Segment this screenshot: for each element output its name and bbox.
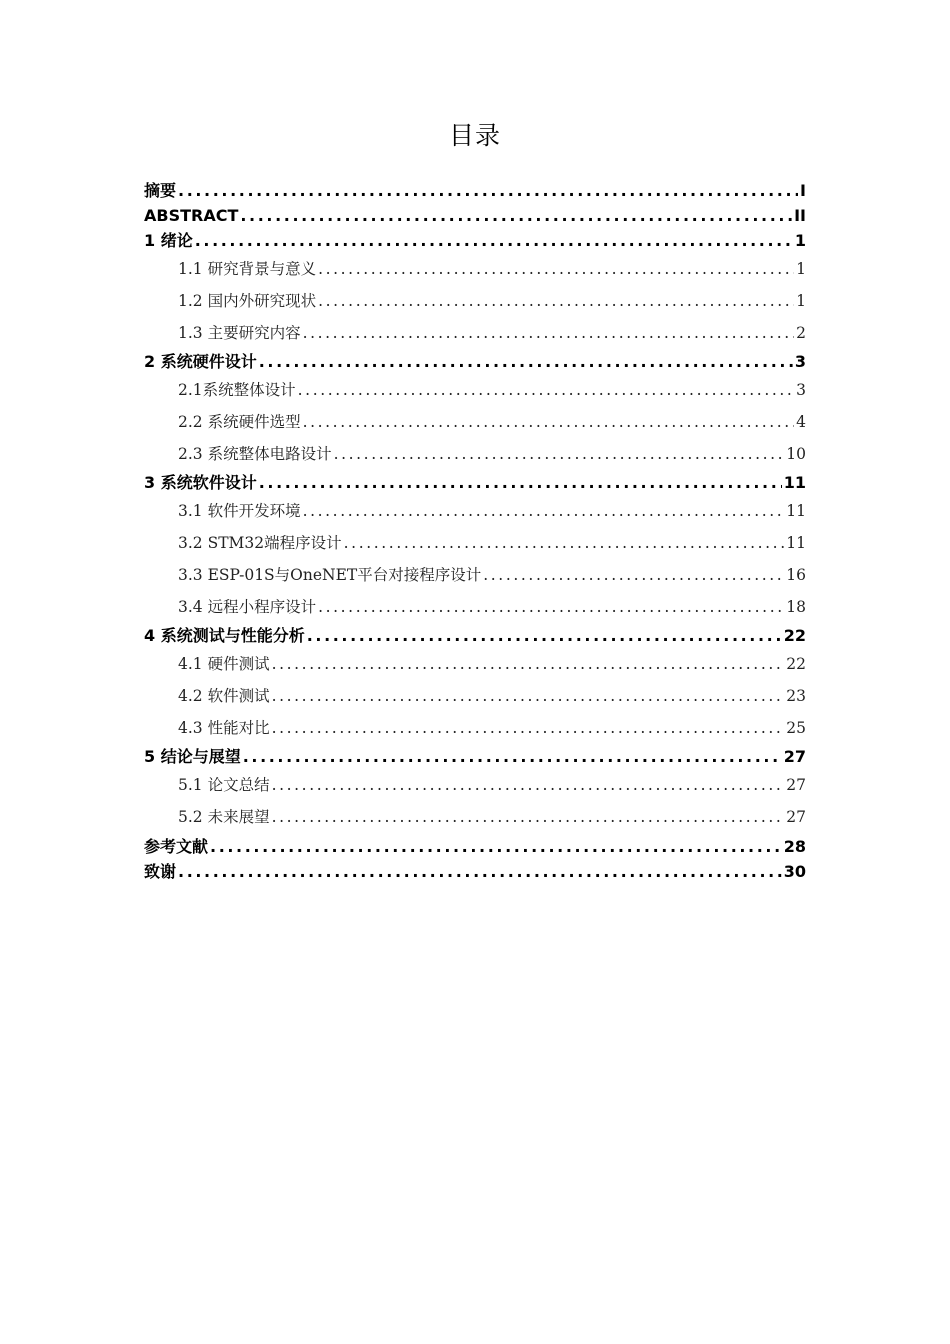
toc-entry-page-number: 1: [796, 292, 806, 310]
toc-entry-page-number: 22: [783, 626, 806, 646]
toc-entry-label: 5 结论与展望: [144, 744, 241, 769]
toc-entry-label: 5.1 论文总结: [178, 769, 270, 802]
toc-dot-leader: [303, 318, 795, 350]
toc-dot-leader: [334, 439, 785, 471]
toc-entry[interactable]: [144, 318, 806, 350]
toc-entry[interactable]: [144, 834, 806, 859]
toc-dot-leader: [178, 859, 782, 884]
toc-entry-page-number: 22: [786, 655, 806, 674]
toc-entry-label: 4.1 硬件测试: [178, 648, 270, 681]
toc-entry[interactable]: [144, 592, 806, 624]
toc-entry-label: 1.1 研究背景与意义: [178, 253, 316, 286]
toc-dot-leader: [243, 744, 782, 769]
toc-entry-page-number: 18: [786, 597, 806, 616]
toc-entry-label: 1.3 主要研究内容: [178, 318, 301, 350]
toc-entry-label: 3 系统软件设计: [144, 470, 257, 495]
toc-entry-label: 3.1 软件开发环境: [178, 495, 301, 528]
toc-entry-page-number: 11: [786, 534, 806, 553]
toc-entry-page-number: 30: [783, 861, 806, 881]
toc-entry-page-number: II: [794, 206, 806, 225]
toc-entry[interactable]: [144, 374, 806, 407]
toc-entry-page-number: 1: [794, 231, 806, 250]
page-title: 目录: [448, 121, 501, 150]
toc-entry[interactable]: [144, 407, 806, 439]
toc-entry[interactable]: [144, 253, 806, 286]
toc-entry[interactable]: [144, 560, 806, 592]
toc-dot-leader: [318, 592, 784, 624]
toc-entry-page-number: 23: [786, 687, 806, 706]
toc-entry-label: 2.3 系统整体电路设计: [178, 439, 332, 471]
toc-entry-page-number: 1: [796, 260, 806, 278]
toc-entry[interactable]: [144, 495, 806, 528]
toc-entry[interactable]: [144, 648, 806, 681]
toc-entry-label: 2.1系统整体设计: [178, 374, 296, 407]
toc-entry-label: 3.4 远程小程序设计: [178, 592, 316, 624]
toc-entry-label: 4.2 软件测试: [178, 681, 270, 713]
toc-dot-leader: [272, 648, 785, 681]
toc-dot-leader: [344, 528, 785, 560]
toc-dot-leader: [272, 713, 785, 745]
toc-dot-leader: [210, 834, 782, 859]
toc-entry-page-number: 3: [796, 381, 806, 400]
toc-dot-leader: [303, 495, 785, 528]
toc-entry[interactable]: [144, 470, 806, 495]
toc-entry-label: 4.3 性能对比: [178, 713, 270, 745]
toc-entry[interactable]: [144, 769, 806, 802]
toc-dot-leader: [303, 407, 795, 439]
toc-entry[interactable]: [144, 802, 806, 834]
toc-entry[interactable]: [144, 623, 806, 648]
toc-entry[interactable]: [144, 528, 806, 560]
toc-entry-page-number: 10: [786, 444, 806, 463]
toc-dot-leader: [318, 253, 794, 286]
toc-entry[interactable]: [144, 349, 806, 374]
toc-entry-page-number: 4: [796, 413, 806, 432]
toc-entry-page-number: 27: [783, 747, 806, 767]
toc-entry-page-number: I: [800, 181, 806, 200]
toc-dot-leader: [240, 203, 792, 228]
toc-dot-leader: [178, 178, 798, 203]
toc-entry-page-number: 2: [796, 323, 806, 342]
toc-entry-label: 3.3 ESP-01S与OneNET平台对接程序设计: [178, 560, 481, 592]
toc-entry-label: 2 系统硬件设计: [144, 349, 257, 374]
toc-entry[interactable]: [144, 286, 806, 318]
toc-dot-leader: [272, 769, 785, 802]
toc-entry-page-number: 3: [794, 352, 806, 372]
toc-dot-leader: [195, 228, 793, 253]
toc-entry-page-number: 27: [786, 776, 806, 795]
toc-dot-leader: [483, 560, 784, 592]
toc-entry-page-number: 16: [786, 565, 806, 584]
toc-entry-page-number: 25: [786, 718, 806, 737]
toc-entry-label: 致谢: [144, 859, 176, 884]
toc-entry[interactable]: [144, 439, 806, 471]
toc-entry[interactable]: [144, 713, 806, 745]
table-of-contents: [144, 178, 806, 884]
toc-dot-leader: [272, 681, 785, 713]
toc-entry-page-number: 27: [786, 808, 806, 827]
toc-entry-label: 3.2 STM32端程序设计: [178, 528, 342, 560]
toc-entry-page-number: 11: [783, 473, 806, 493]
toc-entry[interactable]: [144, 859, 806, 884]
toc-entry[interactable]: [144, 178, 806, 203]
toc-entry-label: 2.2 系统硬件选型: [178, 407, 301, 439]
toc-entry[interactable]: [144, 681, 806, 713]
toc-entry-page-number: 28: [783, 836, 806, 856]
toc-dot-leader: [259, 349, 793, 374]
toc-entry-label: ABSTRACT: [144, 203, 238, 228]
toc-dot-leader: [307, 623, 782, 648]
toc-dot-leader: [259, 470, 782, 495]
toc-entry-label: 5.2 未来展望: [178, 802, 270, 834]
toc-dot-leader: [298, 374, 794, 407]
toc-entry-label: 摘要: [144, 178, 176, 203]
toc-entry-label: 1 绪论: [144, 228, 193, 253]
toc-entry[interactable]: [144, 744, 806, 769]
toc-entry-label: 4 系统测试与性能分析: [144, 623, 305, 648]
toc-dot-leader: [318, 286, 794, 318]
toc-entry[interactable]: [144, 203, 806, 228]
toc-dot-leader: [272, 802, 785, 834]
toc-entry-label: 参考文献: [144, 834, 208, 859]
toc-entry-label: 1.2 国内外研究现状: [178, 286, 316, 318]
toc-entry[interactable]: [144, 228, 806, 253]
toc-entry-page-number: 11: [786, 502, 806, 521]
